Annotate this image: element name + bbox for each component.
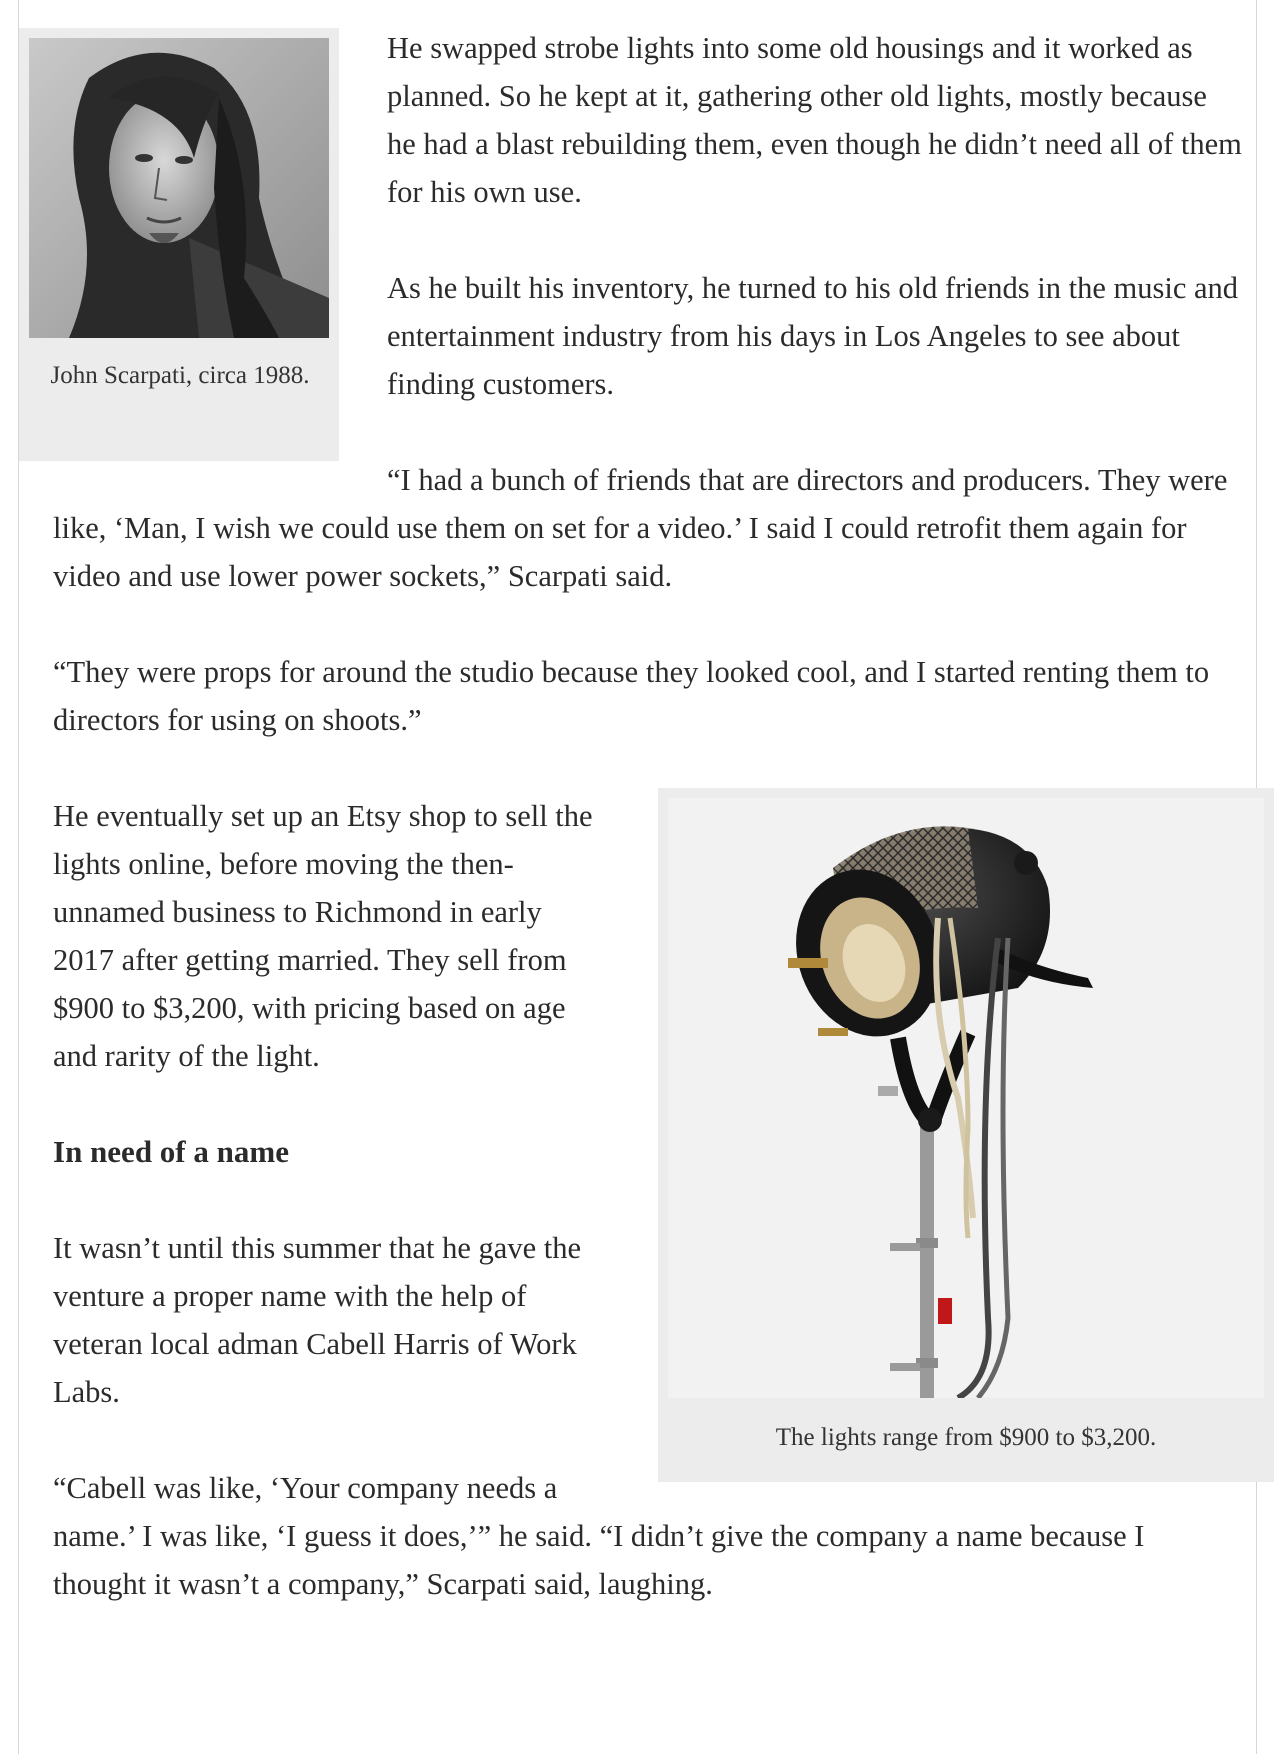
portrait-photo — [29, 38, 329, 338]
paragraph-7: “Cabell was like, ‘Your company needs a name.’ I was like, ‘I guess it does,’” he said. “I didn’t give the company a name because I thought it wasn’t a company,” Scarpati said, laughing. — [53, 1471, 1145, 1601]
paragraph-5: He eventually set up an Etsy shop to sell the lights online, before moving the then-unnamed business to Richmond in early 2017 after getting married. They sell from $900 to $3,200, with pricing based on age and rarity of the light. — [53, 799, 593, 1073]
section-heading: In need of a name — [53, 1134, 289, 1169]
lamp-figure — [658, 788, 1274, 1482]
paragraph-4: “They were props for around the studio because they looked cool, and I started renting them to directors for using on shoots.” — [53, 655, 1210, 737]
paragraph-2: As he built his inventory, he turned to his old friends in the music and entertainment industry from his days in Los Angeles to see about finding customers. — [387, 271, 1239, 401]
article-body — [50, 24, 1243, 1656]
paragraph-6: It wasn’t until this summer that he gave the venture a proper name with the help of veteran local adman Cabell Harris of Work Labs. — [53, 1231, 582, 1409]
lamp-photo — [668, 798, 1264, 1398]
portrait-figure — [19, 28, 339, 461]
paragraph-3: “I had a bunch of friends that are directors and producers. They were like, ‘Man, I wish we could use them on set for a video.’ I said I could retrofit them again for video and use lower power sockets,” Scarpati said. — [53, 463, 1228, 593]
portrait-caption: John Scarpati, circa 1988. — [50, 362, 310, 389]
paragraph-1: He swapped strobe lights into some old housings and it worked as planned. So he kept at it, gathering other old lights, mostly because he had a blast rebuilding them, even though he didn’t need all of them for his own use. — [387, 31, 1242, 209]
lamp-caption: The lights range from $900 to $3,200. — [775, 1424, 1157, 1451]
page — [18, 0, 1257, 1754]
